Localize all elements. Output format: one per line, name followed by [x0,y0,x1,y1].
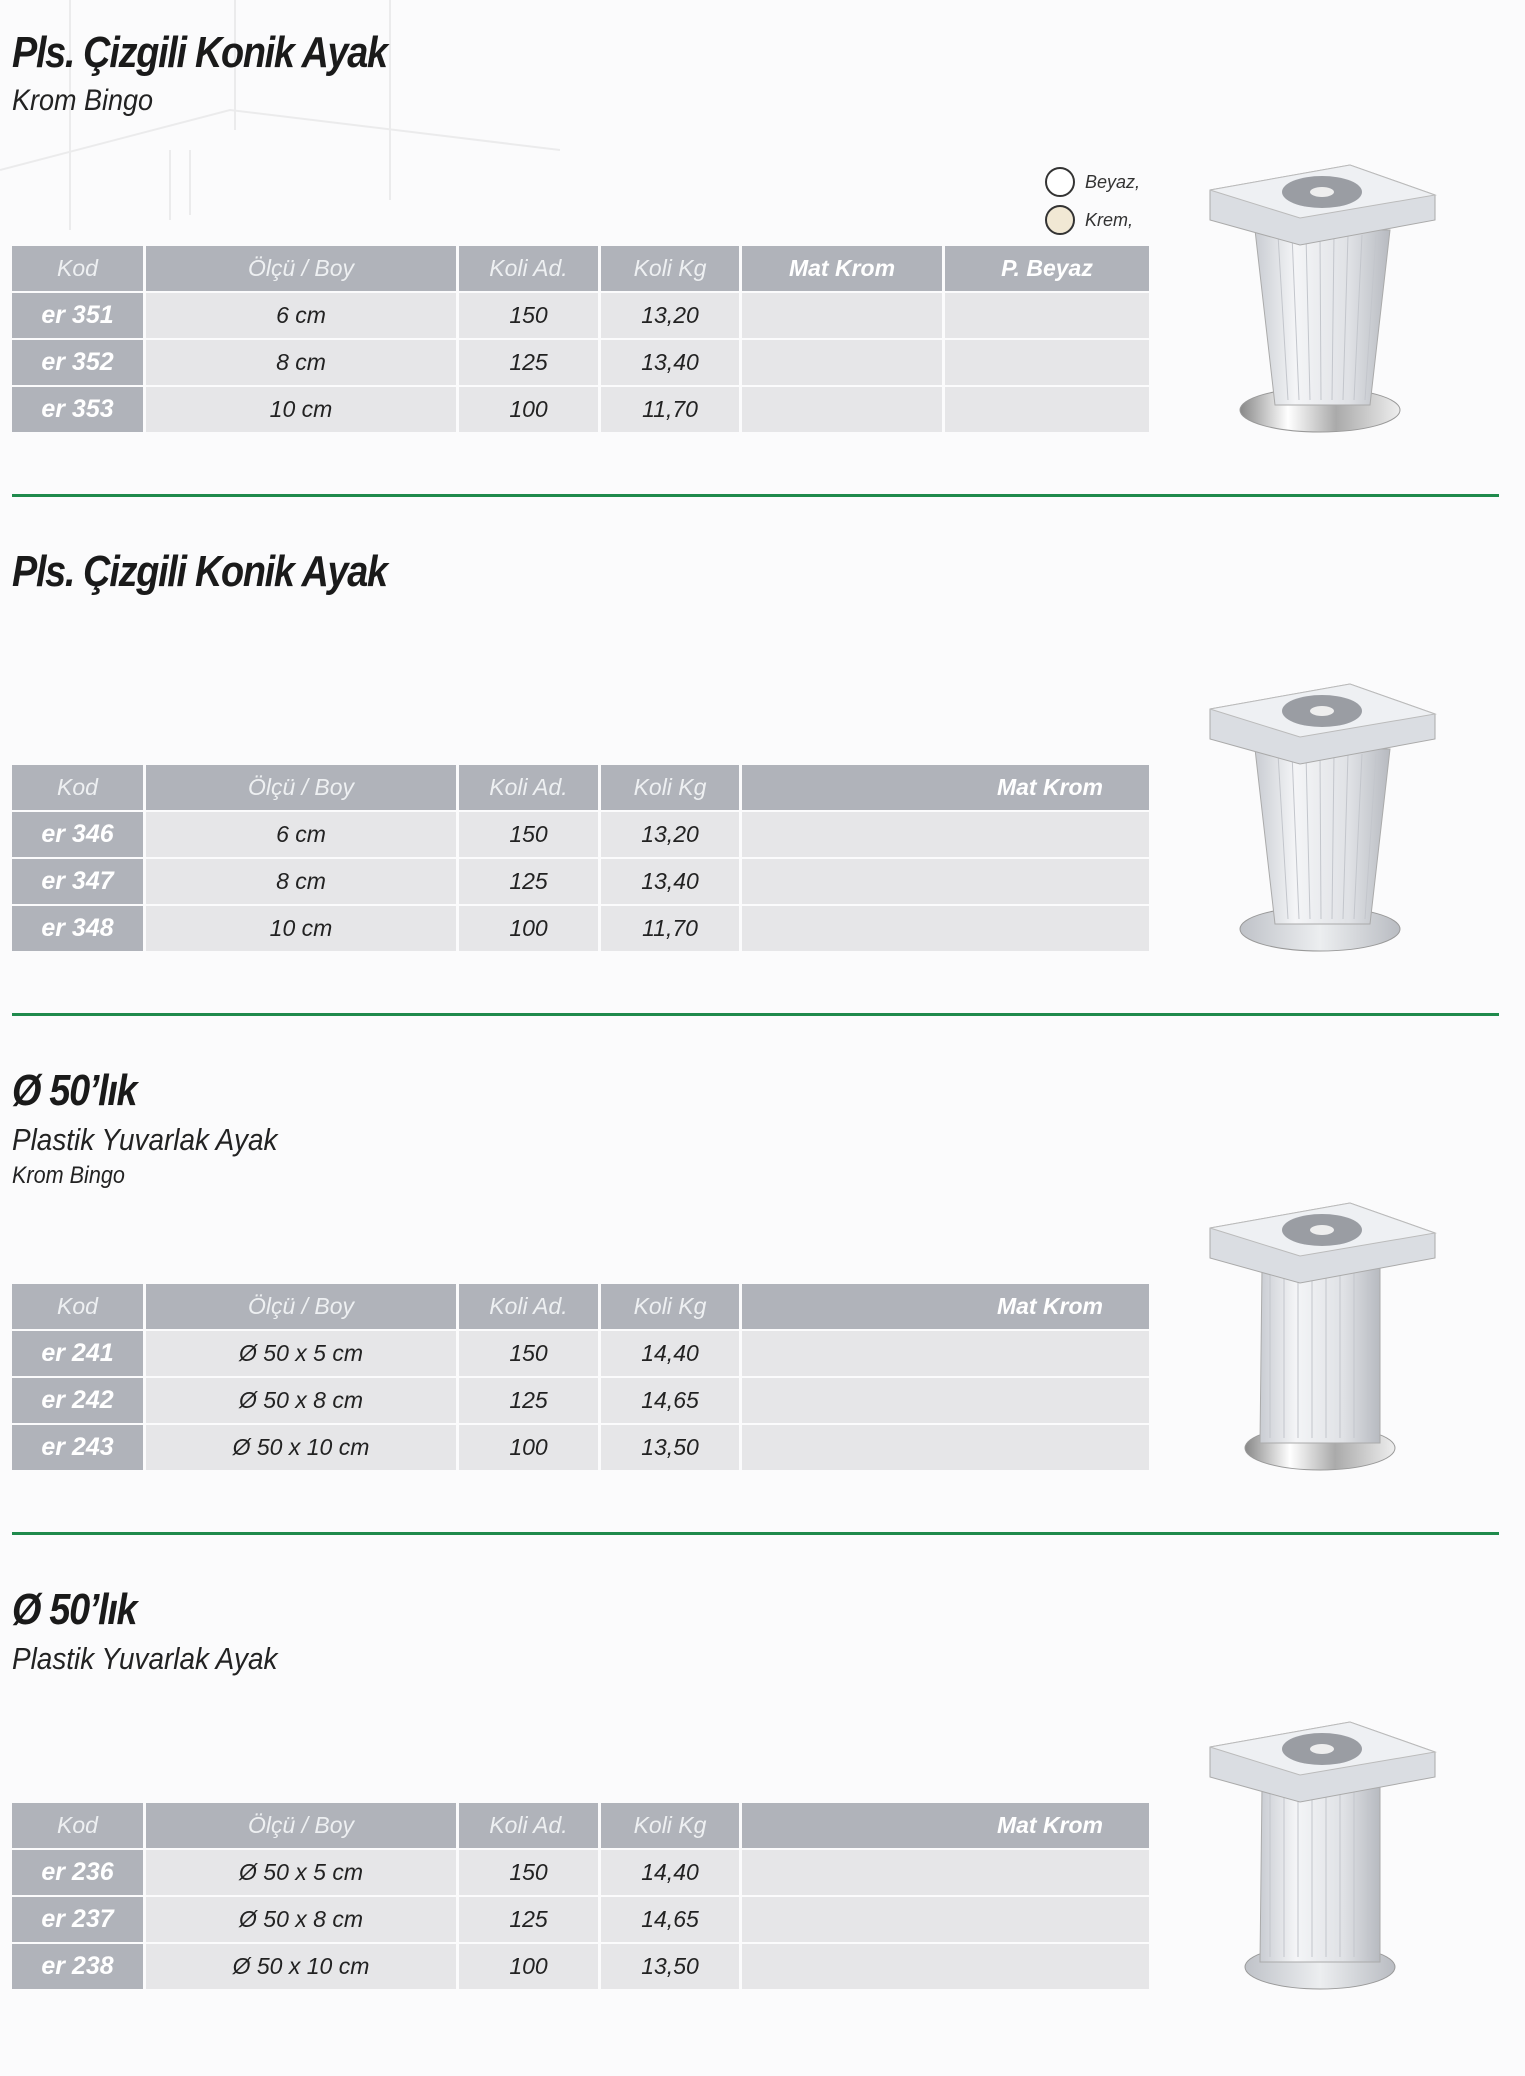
p-beyaz-cell [945,387,1149,432]
mat-krom-cell [742,1425,1149,1470]
p-beyaz-cell [945,340,1149,385]
product-table [12,1803,1152,1991]
product-code-cell: er 236 [12,1850,143,1895]
product-code-cell: er 351 [12,293,143,338]
box-quantity-cell: 125 [459,1897,598,1942]
box-weight-cell: 14,65 [601,1378,739,1423]
mat-krom-cell [742,812,1149,857]
size-cell: Ø 50 x 8 cm [146,1897,456,1942]
product-code-cell: er 242 [12,1378,143,1423]
column-header: Koli Kg [601,1284,739,1329]
box-weight-cell: 14,65 [601,1897,739,1942]
product-code-cell: er 241 [12,1331,143,1376]
product-section [0,1557,1525,2076]
box-quantity-cell: 150 [459,812,598,857]
product-subtitle-secondary: Krom Bingo [12,1162,125,1189]
box-quantity-cell: 125 [459,340,598,385]
product-table [12,246,1152,434]
column-header: Ölçü / Boy [146,765,456,810]
mat-krom-cell [742,340,942,385]
product-image [1200,679,1450,959]
column-header: Kod [12,246,143,291]
box-weight-cell: 13,50 [601,1944,739,1989]
table-row [12,812,1152,857]
column-header: Ölçü / Boy [146,246,456,291]
size-cell: 6 cm [146,812,456,857]
box-weight-cell: 13,20 [601,293,739,338]
mat-krom-cell [742,387,942,432]
product-subtitle: Plastik Yuvarlak Ayak [12,1641,278,1676]
product-table [12,1284,1152,1472]
box-quantity-cell: 150 [459,1850,598,1895]
column-header: Mat Krom [742,1284,1149,1329]
box-weight-cell: 13,40 [601,340,739,385]
color-legend-item [1045,205,1133,235]
column-header: Mat Krom [742,246,942,291]
column-header: Kod [12,1803,143,1848]
color-swatch-icon [1045,167,1075,197]
product-table [12,765,1152,953]
color-legend-label: Beyaz, [1085,171,1141,192]
mat-krom-cell [742,906,1149,951]
column-header: Ölçü / Boy [146,1284,456,1329]
box-weight-cell: 13,40 [601,859,739,904]
product-code-cell: er 348 [12,906,143,951]
box-weight-cell: 14,40 [601,1331,739,1376]
table-row [12,340,1152,385]
product-title: Ø 50’lık [12,1066,137,1115]
column-header: Koli Ad. [459,765,598,810]
table-row [12,293,1152,338]
size-cell: 10 cm [146,387,456,432]
product-code-cell: er 346 [12,812,143,857]
size-cell: Ø 50 x 10 cm [146,1425,456,1470]
table-header-row [12,1284,1152,1329]
size-cell: Ø 50 x 5 cm [146,1331,456,1376]
box-quantity-cell: 100 [459,387,598,432]
color-legend-item [1045,167,1140,197]
section-divider [12,1013,1499,1016]
column-header: Koli Kg [601,246,739,291]
table-row [12,1897,1152,1942]
column-header: Kod [12,765,143,810]
size-cell: 8 cm [146,859,456,904]
mat-krom-cell [742,859,1149,904]
mat-krom-cell [742,1331,1149,1376]
color-swatch-icon [1045,205,1075,235]
color-legend-label: Krem, [1085,209,1134,230]
size-cell: 10 cm [146,906,456,951]
section-divider [12,1532,1499,1535]
product-code-cell: er 347 [12,859,143,904]
product-code-cell: er 237 [12,1897,143,1942]
product-image [1200,160,1450,440]
box-quantity-cell: 100 [459,1425,598,1470]
table-row [12,1944,1152,1989]
mat-krom-cell [742,1897,1149,1942]
box-quantity-cell: 150 [459,1331,598,1376]
product-code-cell: er 353 [12,387,143,432]
column-header: Mat Krom [742,1803,1149,1848]
mat-krom-cell [742,1850,1149,1895]
column-header: Kod [12,1284,143,1329]
box-quantity-cell: 100 [459,906,598,951]
product-section [0,1038,1525,1557]
table-header-row [12,1803,1152,1848]
table-row [12,1425,1152,1470]
column-header: P. Beyaz [945,246,1149,291]
size-cell: 8 cm [146,340,456,385]
table-row [12,1331,1152,1376]
column-header: Ölçü / Boy [146,1803,456,1848]
table-row [12,906,1152,951]
box-quantity-cell: 125 [459,1378,598,1423]
table-row [12,1378,1152,1423]
table-row [12,387,1152,432]
section-divider [12,494,1499,497]
box-quantity-cell: 125 [459,859,598,904]
product-title: Ø 50’lık [12,1585,137,1634]
product-section [0,519,1525,1038]
mat-krom-cell [742,293,942,338]
box-weight-cell: 13,20 [601,812,739,857]
box-weight-cell: 14,40 [601,1850,739,1895]
product-code-cell: er 243 [12,1425,143,1470]
box-weight-cell: 11,70 [601,906,739,951]
mat-krom-cell [742,1378,1149,1423]
product-code-cell: er 238 [12,1944,143,1989]
product-section [0,0,1525,519]
product-image [1200,1198,1450,1478]
p-beyaz-cell [945,293,1149,338]
size-cell: Ø 50 x 5 cm [146,1850,456,1895]
table-header-row [12,246,1152,291]
table-row [12,1850,1152,1895]
product-image [1200,1717,1450,1997]
mat-krom-cell [742,1944,1149,1989]
box-quantity-cell: 100 [459,1944,598,1989]
column-header: Koli Kg [601,1803,739,1848]
column-header: Koli Kg [601,765,739,810]
size-cell: Ø 50 x 8 cm [146,1378,456,1423]
box-weight-cell: 13,50 [601,1425,739,1470]
box-quantity-cell: 150 [459,293,598,338]
table-row [12,859,1152,904]
product-code-cell: er 352 [12,340,143,385]
table-header-row [12,765,1152,810]
column-header: Koli Ad. [459,1284,598,1329]
column-header: Koli Ad. [459,1803,598,1848]
product-subtitle: Plastik Yuvarlak Ayak [12,1122,278,1157]
size-cell: Ø 50 x 10 cm [146,1944,456,1989]
size-cell: 6 cm [146,293,456,338]
product-title: Pls. Çizgili Konik Ayak [12,547,387,596]
column-header: Koli Ad. [459,246,598,291]
product-subtitle: Krom Bingo [12,84,154,117]
product-title: Pls. Çizgili Konik Ayak [12,28,387,77]
column-header: Mat Krom [742,765,1149,810]
box-weight-cell: 11,70 [601,387,739,432]
